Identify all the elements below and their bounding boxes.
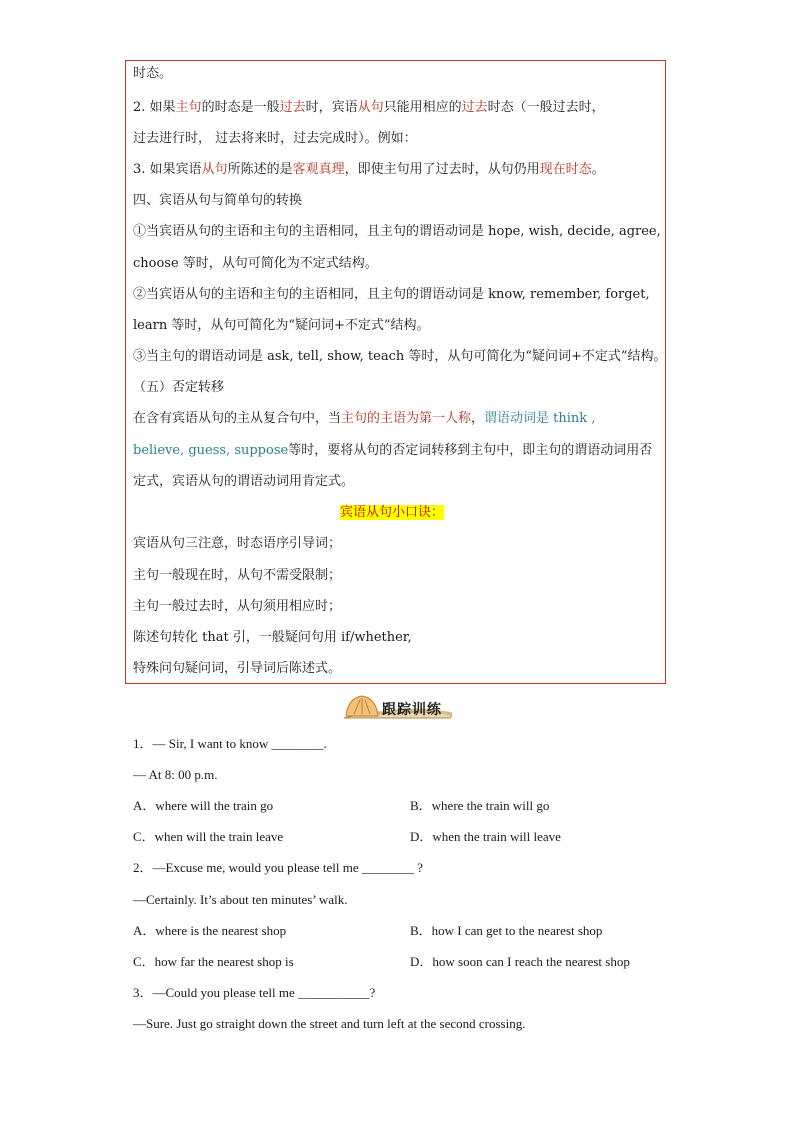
notes-line-12: 在含有宾语从句的主从复合句中，当主句的主语为第一人称，谓语动词是 think , xyxy=(133,411,596,426)
question-3: 3．—Could you please tell me ___________? xyxy=(133,985,376,1000)
notes-line-3: 过去进行时， 过去将来时，过去完成时）。例如： xyxy=(133,131,417,146)
notes-line-10: ③当主句的谓语动词是 ask, tell, show, teach 等时，从句可简化为“疑问词+不定式”结构。 xyxy=(133,349,667,364)
notes-line-4: 3. 如果宾语从句所陈述的是客观真理，即使主句用了过去时，从句仍用现在时态。 xyxy=(133,162,605,177)
mnemonic-line-3: 主句一般过去时，从句须用相应时； xyxy=(133,599,342,614)
mnemonic-line-1: 宾语从句三注意，时态语序引导词； xyxy=(133,536,342,551)
section-banner-title: 跟踪训练 xyxy=(382,702,442,718)
notes-line-2: 2. 如果主句的时态是一般过去时，宾语从句只能用相应的过去时态（一般过去时， xyxy=(133,100,605,115)
mnemonic-line-5: 特殊问句疑问词，引导词后陈述式。 xyxy=(133,661,342,676)
question-1-response: — At 8: 00 p.m. xyxy=(133,767,218,782)
question-1-option-c: C．when will the train leave xyxy=(133,829,284,844)
notes-line-8: ②当宾语从句的主语和主句的主语相同，且主句的谓语动词是 know, remember, forget, xyxy=(133,287,650,302)
question-3-response: —Sure. Just go straight down the street and turn left at the second crossing. xyxy=(133,1016,526,1031)
question-1-option-a: A．where will the train go xyxy=(133,798,274,813)
question-2-option-d: D．how soon can I reach the nearest shop xyxy=(410,954,630,969)
question-2-response: —Certainly. It’s about ten minutes’ walk. xyxy=(133,892,348,907)
notes-line-13: believe, guess, suppose等时，要将从句的否定词转移到主句中，即主句的谓语动词用否 xyxy=(133,443,653,458)
question-2-option-c: C．how far the nearest shop is xyxy=(133,954,294,969)
section-heading-4: 四、宾语从句与简单句的转换 xyxy=(133,193,303,208)
question-1-option-d: D．when the train will leave xyxy=(410,829,561,844)
question-2-option-b: B．how I can get to the nearest shop xyxy=(410,923,603,938)
question-1-option-b: B．where the train will go xyxy=(410,798,550,813)
notes-line-14: 定式，宾语从句的谓语动词用肯定式。 xyxy=(133,474,355,489)
question-2-option-a: A．where is the nearest shop xyxy=(133,923,287,938)
grammar-notes-box xyxy=(125,60,666,684)
notes-line-1: 时态。 xyxy=(133,66,173,81)
notes-line-7: choose 等时，从句可简化为不定式结构。 xyxy=(133,256,378,271)
notes-line-9: learn 等时，从句可简化为“疑问词+不定式”结构。 xyxy=(133,318,430,333)
question-1: 1．— Sir, I want to know ________. xyxy=(133,736,327,751)
question-2: 2．—Excuse me, would you please tell me ________ ? xyxy=(133,860,423,875)
mnemonic-title: 宾语从句小口诀： xyxy=(340,505,445,520)
section-heading-5: （五）否定转移 xyxy=(133,380,225,395)
mnemonic-line-2: 主句一般现在时，从句不需受限制； xyxy=(133,568,342,583)
notes-line-6: ①当宾语从句的主语和主句的主语相同，且主句的谓语动词是 hope, wish, decide, agree, xyxy=(133,224,661,239)
mnemonic-line-4: 陈述句转化 that 引，一般疑问句用 if/whether, xyxy=(133,630,412,645)
